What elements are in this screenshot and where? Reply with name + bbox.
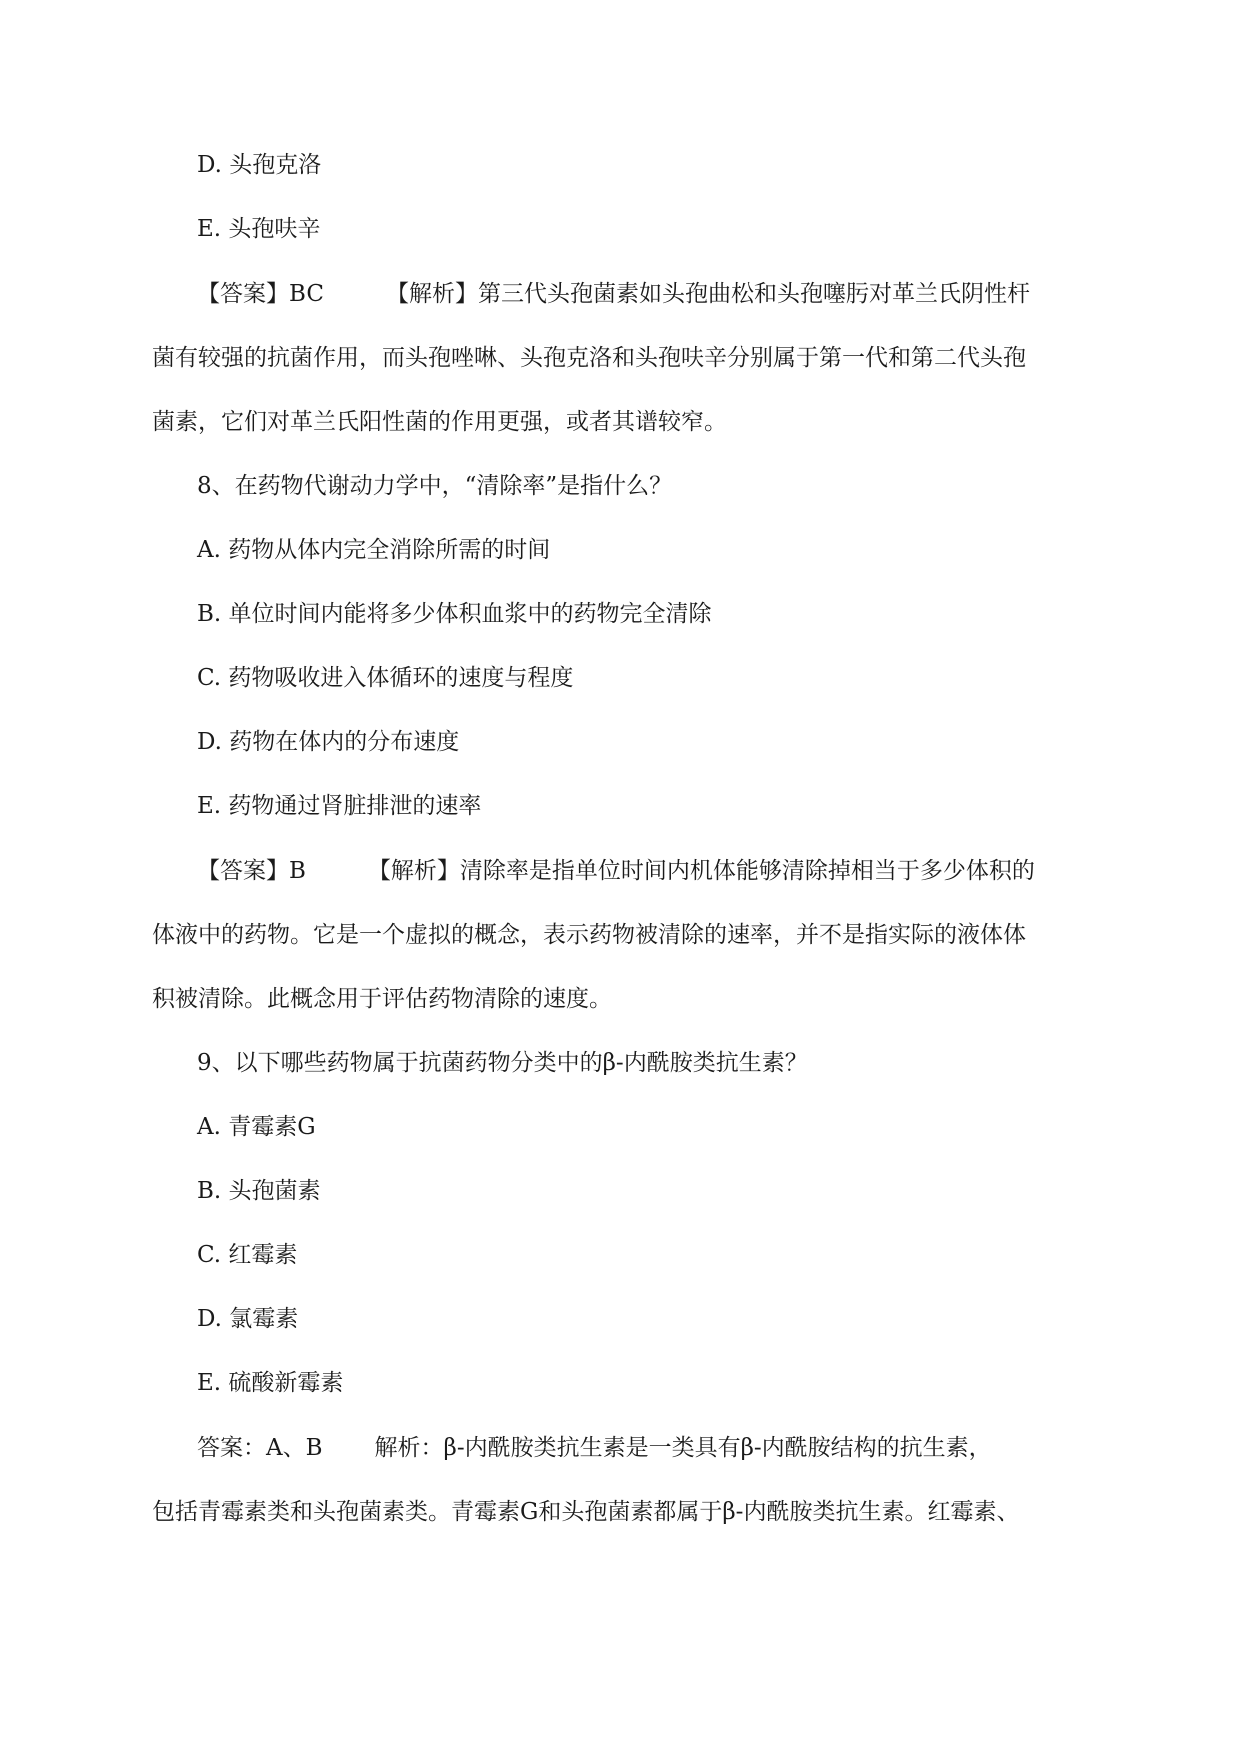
explanation-text: 【解析】第三代头孢菌素如头孢曲松和头孢噻肟对革兰氏阴性杆 (385, 281, 1030, 307)
explanation-line: 包括青霉素类和头孢菌素类。青霉素G和头孢菌素都属于β-内酰胺类抗生素。红霉素、 (152, 1499, 1020, 1525)
option-b: B. 头孢菌素 (197, 1178, 321, 1204)
option-b: B. 单位时间内能将多少体积血浆中的药物完全清除 (197, 601, 712, 627)
answer-block-q9 (197, 1433, 992, 1463)
option-d: D. 药物在体内的分布速度 (197, 729, 460, 755)
option-e: E. 硫酸新霉素 (197, 1370, 344, 1396)
explanation-line: 体液中的药物。它是一个虚拟的概念，表示药物被清除的速率，并不是指实际的液体体 (152, 922, 1026, 948)
explanation-text: 【解析】清除率是指单位时间内机体能够清除掉相当于多少体积的 (367, 858, 1035, 884)
answer-block-prev (197, 279, 1030, 309)
option-a: A. 药物从体内完全消除所需的时间 (197, 537, 551, 563)
option-a: A. 青霉素G (197, 1114, 316, 1140)
option-e-prev: E. 头孢呋辛 (197, 216, 321, 242)
question-8: 8、在药物代谢动力学中，“清除率”是指什么？ (197, 473, 673, 499)
answer-label: 答案：A、B (197, 1435, 323, 1461)
explanation-text: 解析：β-内酰胺类抗生素是一类具有β-内酰胺结构的抗生素， (374, 1435, 992, 1461)
answer-block-q8 (197, 856, 1035, 886)
option-c: C. 药物吸收进入体循环的速度与程度 (197, 665, 574, 691)
option-e: E. 药物通过肾脏排泄的速率 (197, 793, 482, 819)
explanation-line: 积被清除。此概念用于评估药物清除的速度。 (152, 986, 612, 1012)
option-c: C. 红霉素 (197, 1242, 298, 1268)
question-9: 9、以下哪些药物属于抗菌药物分类中的β-内酰胺类抗生素？ (197, 1050, 808, 1076)
answer-label: 【答案】B (197, 858, 306, 884)
option-d: D. 氯霉素 (197, 1306, 299, 1332)
option-d-prev: D. 头孢克洛 (197, 152, 322, 178)
answer-label: 【答案】BC (197, 281, 324, 307)
explanation-line: 菌有较强的抗菌作用，而头孢唑啉、头孢克洛和头孢呋辛分别属于第一代和第二代头孢 (152, 345, 1026, 371)
explanation-line: 菌素，它们对革兰氏阳性菌的作用更强，或者其谱较窄。 (152, 409, 727, 435)
